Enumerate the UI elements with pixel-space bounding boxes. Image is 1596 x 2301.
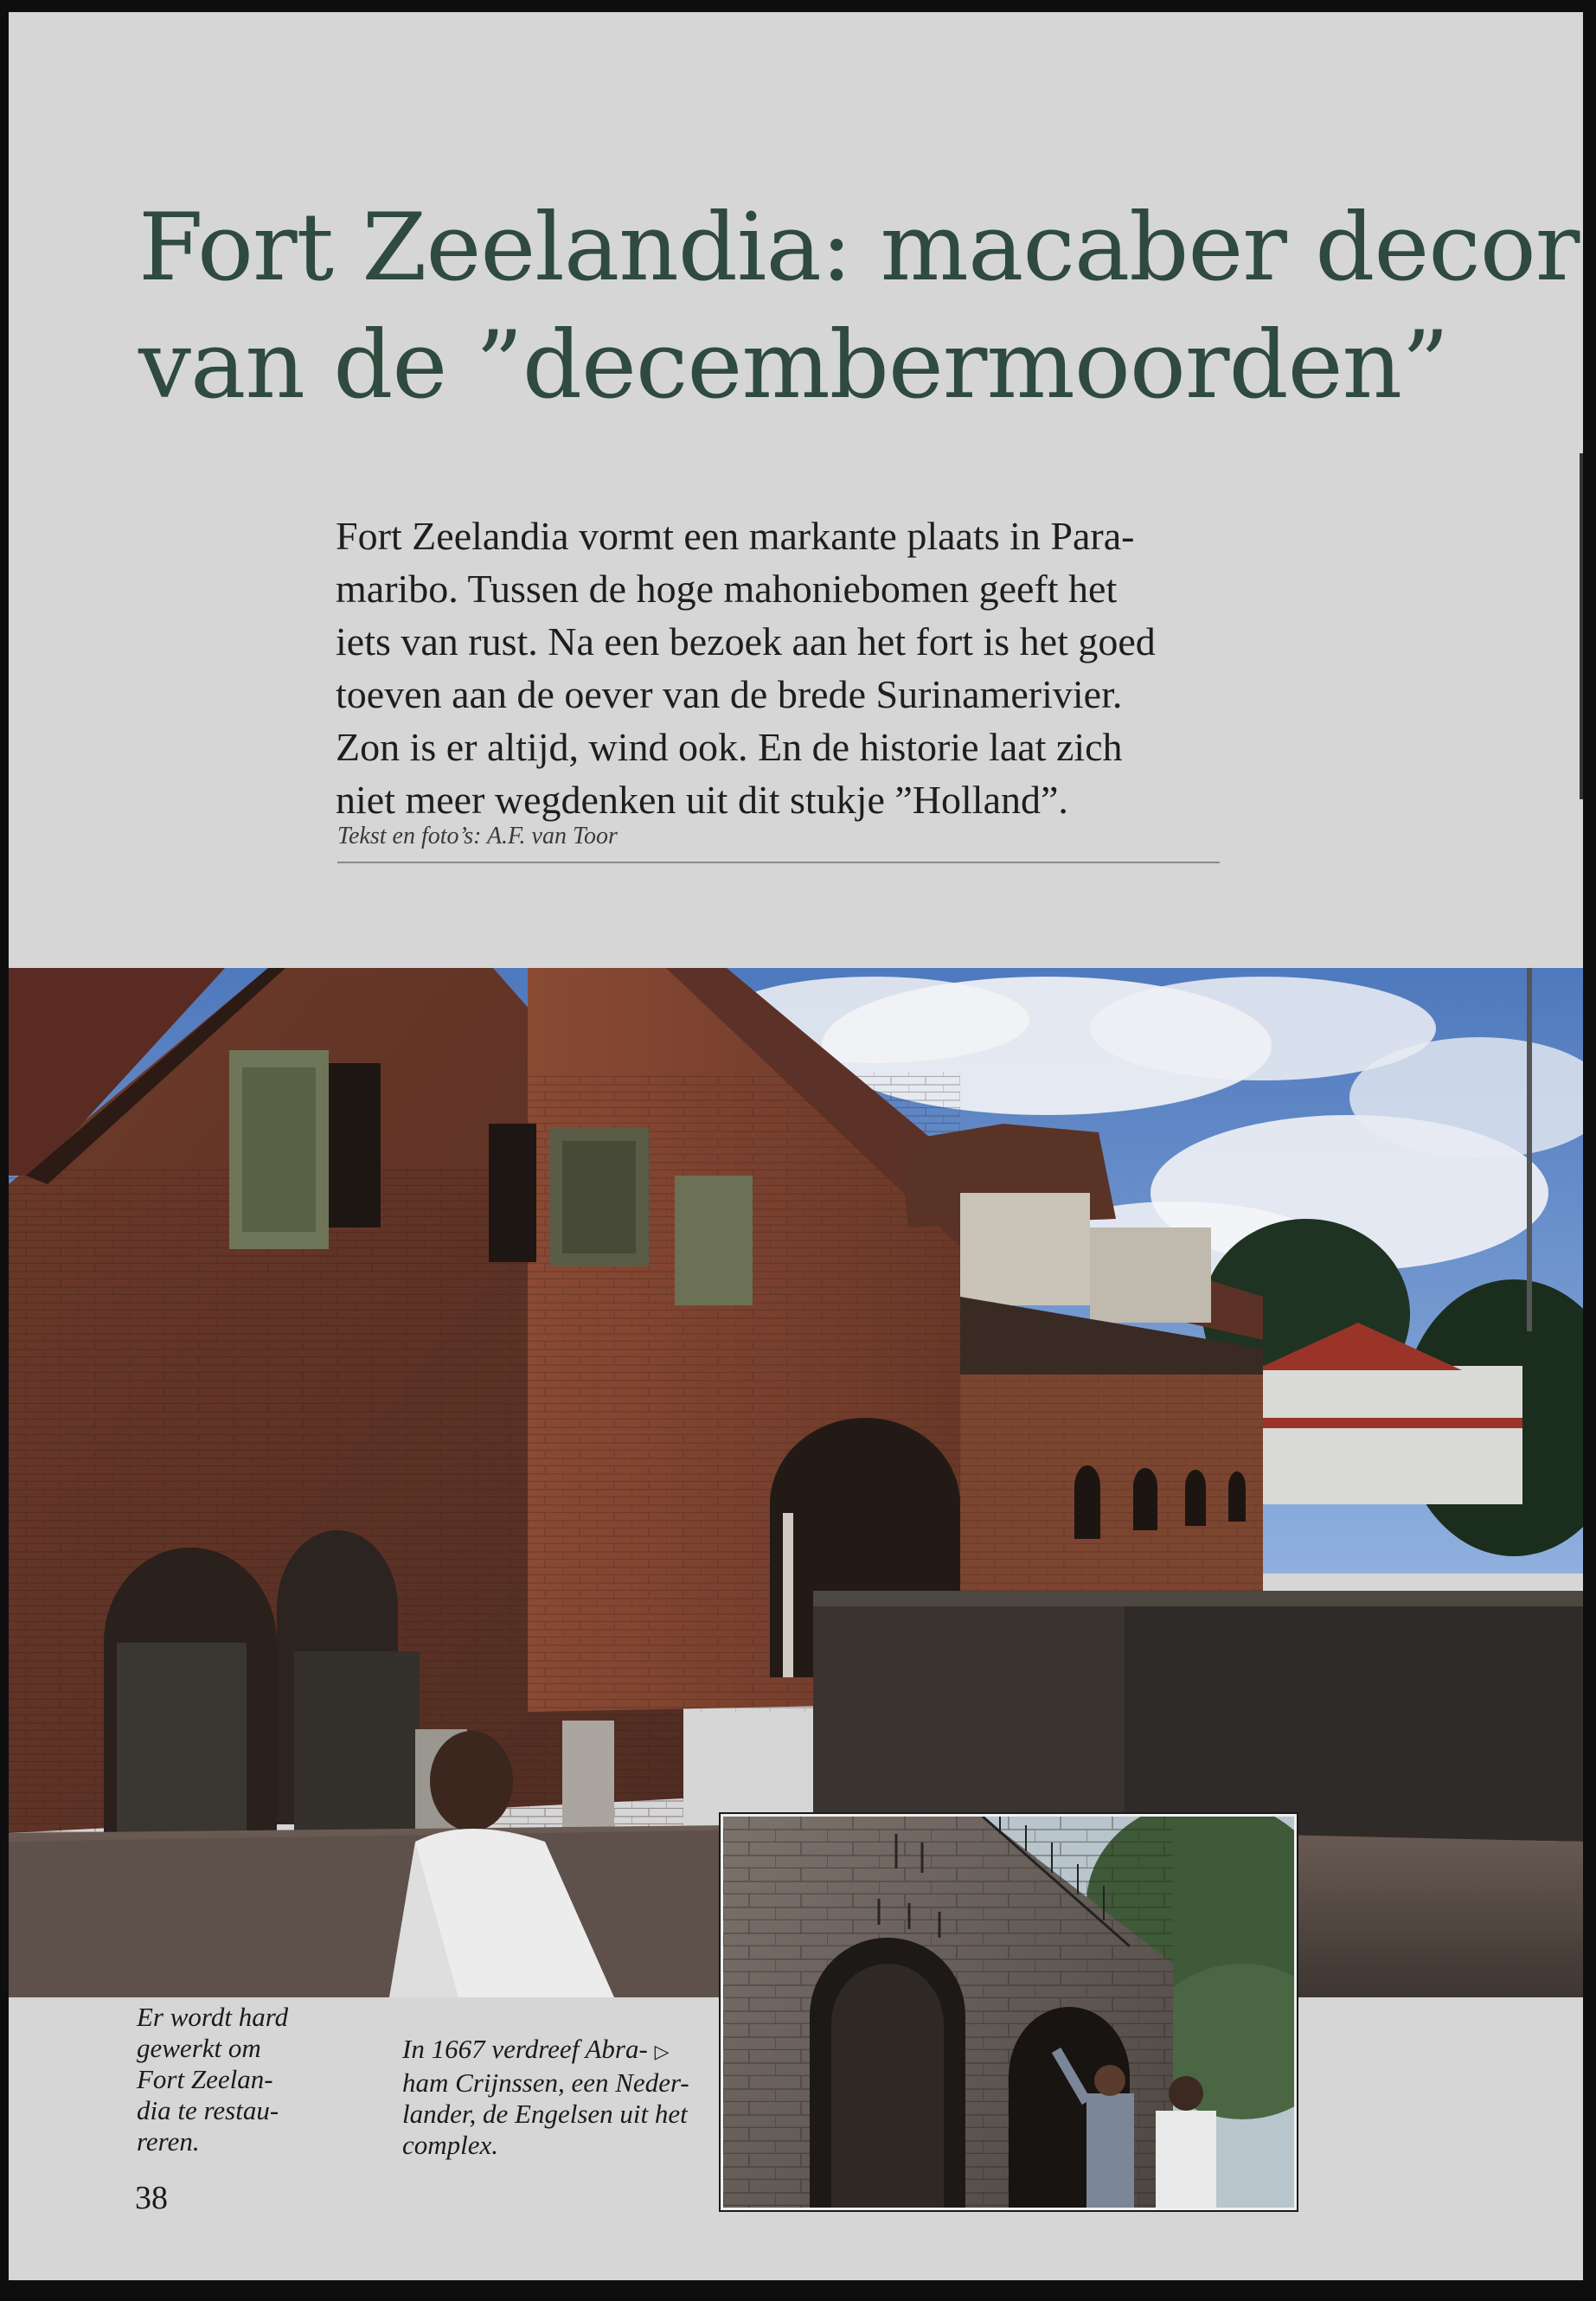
caption-main-line-1: Er wordt hard xyxy=(137,2002,289,2032)
caption-main-photo xyxy=(137,2002,288,2157)
page-number: 38 xyxy=(135,2180,168,2216)
caption-main-line-4: dia te restau- xyxy=(137,2095,279,2125)
byline-rule xyxy=(337,862,1220,863)
intro-line-2: maribo. Tussen de hoge mahoniebomen geeft het xyxy=(336,567,1118,611)
caption-inset-line-1-text: In 1667 verdreef Abra- xyxy=(402,2034,648,2064)
intro-line-4: toeven aan de oever van de brede Surinamerivier. xyxy=(336,672,1123,716)
title-line-2: van de ”decembermoorden” xyxy=(138,311,1449,420)
caption-main-line-5: reren. xyxy=(137,2126,200,2157)
intro-line-1: Fort Zeelandia vormt een markante plaats in Para- xyxy=(336,514,1135,558)
intro-line-6: niet meer wegdenken uit dit stukje ”Holland”. xyxy=(336,778,1068,822)
caption-inset-line-1 xyxy=(402,2034,689,2067)
inset-photo-fort-gate xyxy=(721,1814,1297,2210)
page-edge-mark xyxy=(1580,453,1583,799)
article-intro xyxy=(336,510,1253,826)
pointer-arrow-icon: ▷ xyxy=(654,2041,670,2062)
intro-line-5: Zon is er altijd, wind ook. En de historie laat zich xyxy=(336,725,1123,769)
title-line-1: Fort Zeelandia: macaber decor xyxy=(138,194,1580,302)
intro-line-3: iets van rust. Na een bezoek aan het fort is het goed xyxy=(336,619,1156,663)
caption-inset-line-2: ham Crijnssen, een Neder- xyxy=(402,2067,689,2098)
caption-inset-photo xyxy=(402,2034,689,2161)
caption-inset-line-4: complex. xyxy=(402,2130,499,2160)
caption-main-line-3: Fort Zeelan- xyxy=(137,2064,273,2094)
caption-main-line-2: gewerkt om xyxy=(137,2033,261,2063)
byline: Tekst en foto’s: A.F. van Toor xyxy=(337,823,618,849)
caption-inset-line-3: lander, de Engelsen uit het xyxy=(402,2099,688,2129)
article-title xyxy=(138,189,1580,425)
magazine-page xyxy=(9,12,1583,2280)
